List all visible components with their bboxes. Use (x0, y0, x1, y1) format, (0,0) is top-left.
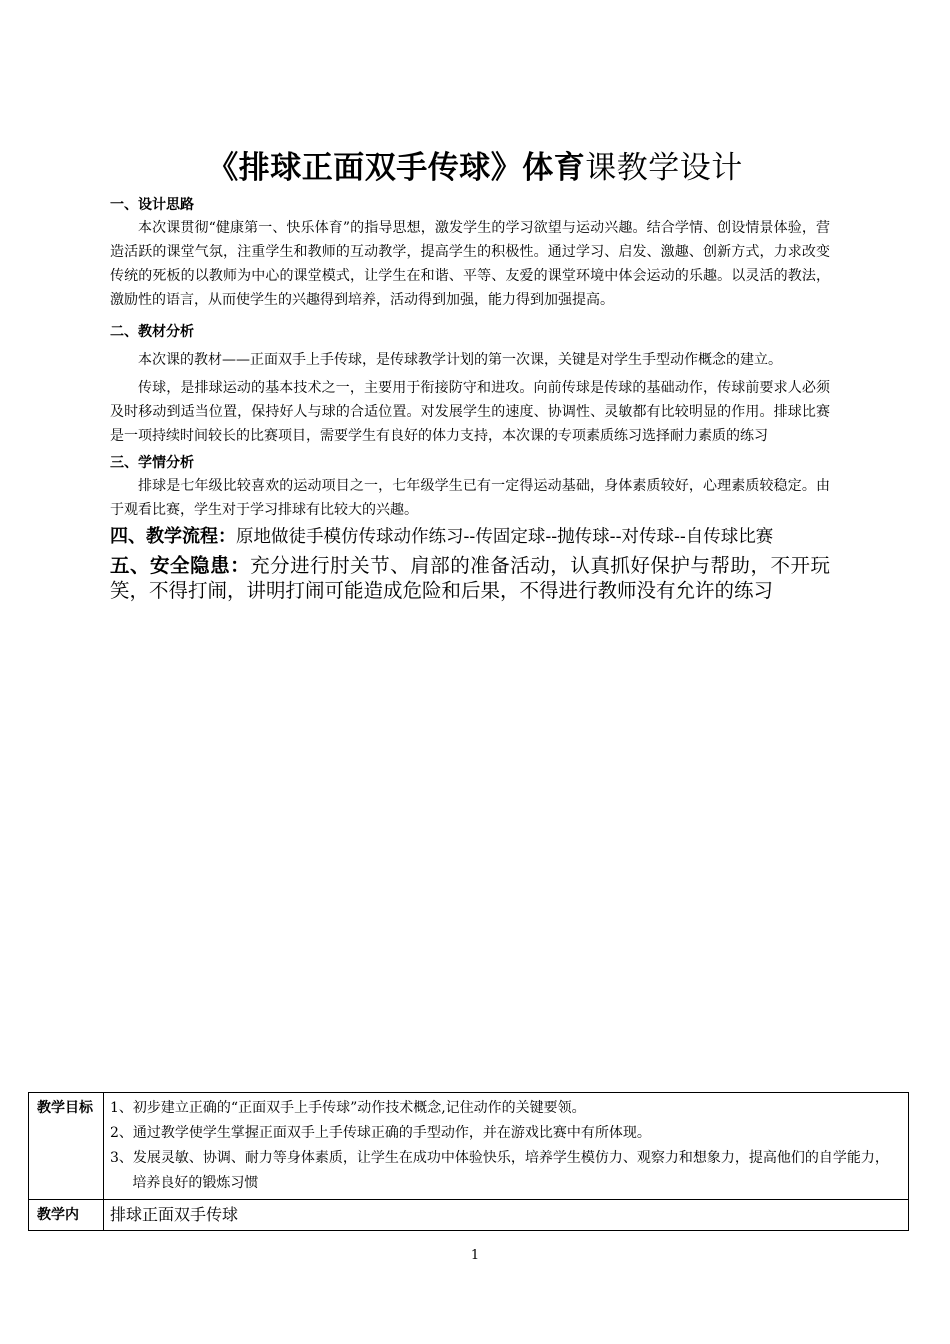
section-text-safety: 充分进行肘关节、肩部的准备活动，认真抓好保护与帮助，不开玩笑，不得打闹，讲明打闹可能造成危险和后果，不得进行教师没有允许的练习 (110, 554, 830, 602)
section-process (110, 525, 830, 549)
goal-item-3: 3、发展灵敏、协调、耐力等身体素质，让学生在成功中体验快乐，培养学生模仿力、观察力和想象力，提高他们的自学能力，培养良好的锻炼习惯 (110, 1150, 889, 1191)
section-text-students: 排球是七年级比较喜欢的运动项目之一，七年级学生已有一定得运动基础，身体素质较好，心理素质较稳定。由于观看比赛，学生对于学习排球有比较大的兴趣。 (110, 478, 830, 518)
section-heading-design: 一、设计思路 (110, 197, 194, 213)
table-cell-content: 排球正面双手传球 (104, 1200, 909, 1231)
title-normal: 课教学设计 (585, 150, 743, 186)
table-row-goals (29, 1093, 909, 1200)
document-body (110, 194, 830, 603)
table-cell-goals (104, 1093, 909, 1200)
section-heading-students: 三、学情分析 (110, 455, 194, 471)
section-heading-safety: 五、安全隐患： (110, 554, 251, 577)
page-number: 1 (470, 1248, 480, 1263)
teaching-table (28, 1092, 909, 1231)
table-row-content (29, 1200, 909, 1231)
table-label-content: 教学内 (29, 1200, 104, 1231)
section-text-design: 本次课贯彻“健康第一、快乐体育”的指导思想，激发学生的学习欲望与运动兴趣。结合学情、创设情景体验，营造活跃的课堂气氛，注重学生和教师的互动教学，提高学生的积极性。通过学习、启发、激趣、创新方式，力求改变传统的死板的以教师为中心的课堂模式，让学生在和谐、平等、友爱的课堂环境中体会运动的乐趣。以灵活的教法，激励性的语言，从而使学生的兴趣得到培养，活动得到加强，能力得到加强提高。 (110, 220, 830, 308)
section-text-material-2: 传球，是排球运动的基本技术之一，主要用于衔接防守和进攻。向前传球是传球的基础动作，传球前要求人必须及时移动到适当位置，保持好人与球的合适位置。对发展学生的速度、协调性、灵敏都有比较明显的作用。排球比赛是一项持续时间较长的比赛项目，需要学生有良好的体力支持，本次课的专项素质练习选择耐力素质的练习 (110, 380, 830, 444)
section-text-material-1: 本次课的教材——正面双手上手传球，是传球教学计划的第一次课，关键是对学生手型动作概念的建立。 (138, 352, 782, 368)
table-label-goals: 教学目标 (29, 1093, 104, 1200)
title-bold: 《排球正面双手传球》体育 (207, 150, 586, 186)
goal-item-1: 1、初步建立正确的“正面双手上手传球”动作技术概念,记住动作的关键要领。 (110, 1100, 586, 1116)
section-heading-process: 四、教学流程： (110, 526, 236, 547)
section-heading-material: 二、教材分析 (110, 324, 194, 340)
section-safety (110, 553, 830, 603)
goal-item-2: 2、通过教学使学生掌握正面双手上手传球正确的手型动作，并在游戏比赛中有所体现。 (110, 1125, 651, 1141)
document-title (0, 142, 950, 187)
section-text-process: 原地做徒手模仿传球动作练习--传固定球--抛传球--对传球--自传球比赛 (236, 527, 774, 547)
